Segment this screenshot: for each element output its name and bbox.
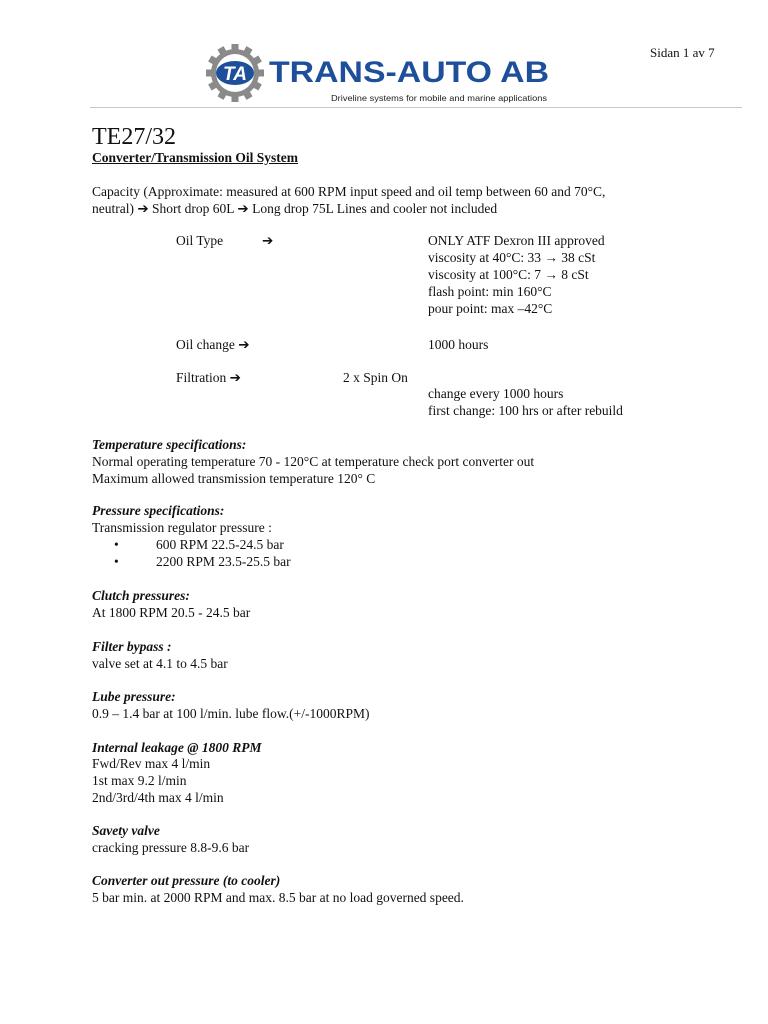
- right-arrow-icon: ➔: [137, 201, 149, 216]
- right-arrow-icon: ➔: [238, 337, 250, 352]
- right-arrow-icon: ➔: [229, 370, 241, 385]
- header-divider: [90, 107, 742, 108]
- oil-type-value: flash point: min 160°C: [428, 284, 552, 299]
- temperature-line: Normal operating temperature 70 - 120°C at temperature check port converter out: [92, 454, 535, 469]
- oil-change-label: Oil change ➔: [176, 337, 250, 352]
- safety-valve-heading: Savety valve: [92, 823, 160, 838]
- pressure-bullet-item: 600 RPM 22.5-24.5 bar: [156, 537, 284, 552]
- filtration-label: Filtration ➔: [176, 370, 241, 385]
- document-subtitle: Converter/Transmission Oil System: [92, 150, 298, 165]
- oil-type-value: pour point: max –42°C: [428, 301, 553, 316]
- right-arrow-icon: ➔: [237, 201, 249, 216]
- logo-tagline: Driveline systems for mobile and marine applications: [331, 93, 547, 103]
- leakage-line: 2nd/3rd/4th max 4 l/min: [92, 790, 224, 805]
- company-logo: [205, 42, 555, 106]
- leakage-lines: [92, 755, 224, 806]
- filtration-values: [428, 385, 623, 419]
- filter-bypass-line: valve set at 4.1 to 4.5 bar: [92, 656, 228, 671]
- converter-out-line: 5 bar min. at 2000 RPM and max. 8.5 bar at no load governed speed.: [92, 890, 464, 905]
- capacity-text: [92, 183, 605, 217]
- oil-type-value: viscosity at 40°C: 33 → 38 cSt: [428, 250, 596, 265]
- leakage-line: 1st max 9.2 l/min: [92, 773, 187, 788]
- temperature-line: Maximum allowed transmission temperature 120° C: [92, 471, 376, 486]
- filtration-value: change every 1000 hours: [428, 386, 564, 401]
- leakage-heading: Internal leakage @ 1800 RPM: [92, 740, 262, 755]
- clutch-line: At 1800 RPM 20.5 - 24.5 bar: [92, 605, 251, 620]
- pressure-intro: Transmission regulator pressure :: [92, 520, 272, 535]
- oil-type-value: ONLY ATF Dexron III approved: [428, 233, 605, 248]
- temperature-heading: Temperature specifications:: [92, 437, 247, 452]
- clutch-heading: Clutch pressures:: [92, 588, 190, 603]
- capacity-line-2: neutral) ➔ Short drop 60L ➔ Long drop 75L Lines and cooler not included: [92, 201, 498, 216]
- logo-emblem-text: TA: [223, 64, 247, 85]
- logo-company-name: TRANS-AUTO AB: [269, 56, 549, 89]
- temperature-lines: [92, 453, 534, 487]
- converter-out-heading: Converter out pressure (to cooler): [92, 873, 281, 888]
- safety-valve-line: cracking pressure 8.8-9.6 bar: [92, 840, 250, 855]
- filtration-type: 2 x Spin On: [343, 370, 408, 385]
- document-title: TE27/32: [92, 124, 176, 150]
- lube-line: 0.9 – 1.4 bar at 100 l/min. lube flow.(+/-1000RPM): [92, 706, 370, 721]
- page-number: Sidan 1 av 7: [650, 45, 715, 60]
- oil-change-value: 1000 hours: [428, 337, 489, 352]
- oil-type-label: Oil Type: [176, 233, 224, 248]
- lube-heading: Lube pressure:: [92, 689, 176, 704]
- leakage-line: Fwd/Rev max 4 l/min: [92, 756, 211, 771]
- filtration-value: first change: 100 hrs or after rebuild: [428, 403, 623, 418]
- capacity-line-1: Capacity (Approximate: measured at 600 RPM input speed and oil temp between 60 and 70°C,: [92, 184, 606, 199]
- oil-type-values: [428, 232, 605, 317]
- bullet-icon: •: [114, 554, 119, 569]
- bullet-icon: •: [114, 537, 119, 552]
- pressure-bullet-item: 2200 RPM 23.5-25.5 bar: [156, 554, 291, 569]
- filter-bypass-heading: Filter bypass :: [92, 639, 172, 654]
- right-arrow-icon: ➔: [262, 233, 274, 248]
- oil-type-value: viscosity at 100°C: 7 → 8 cSt: [428, 267, 589, 282]
- pressure-heading: Pressure specifications:: [92, 503, 225, 518]
